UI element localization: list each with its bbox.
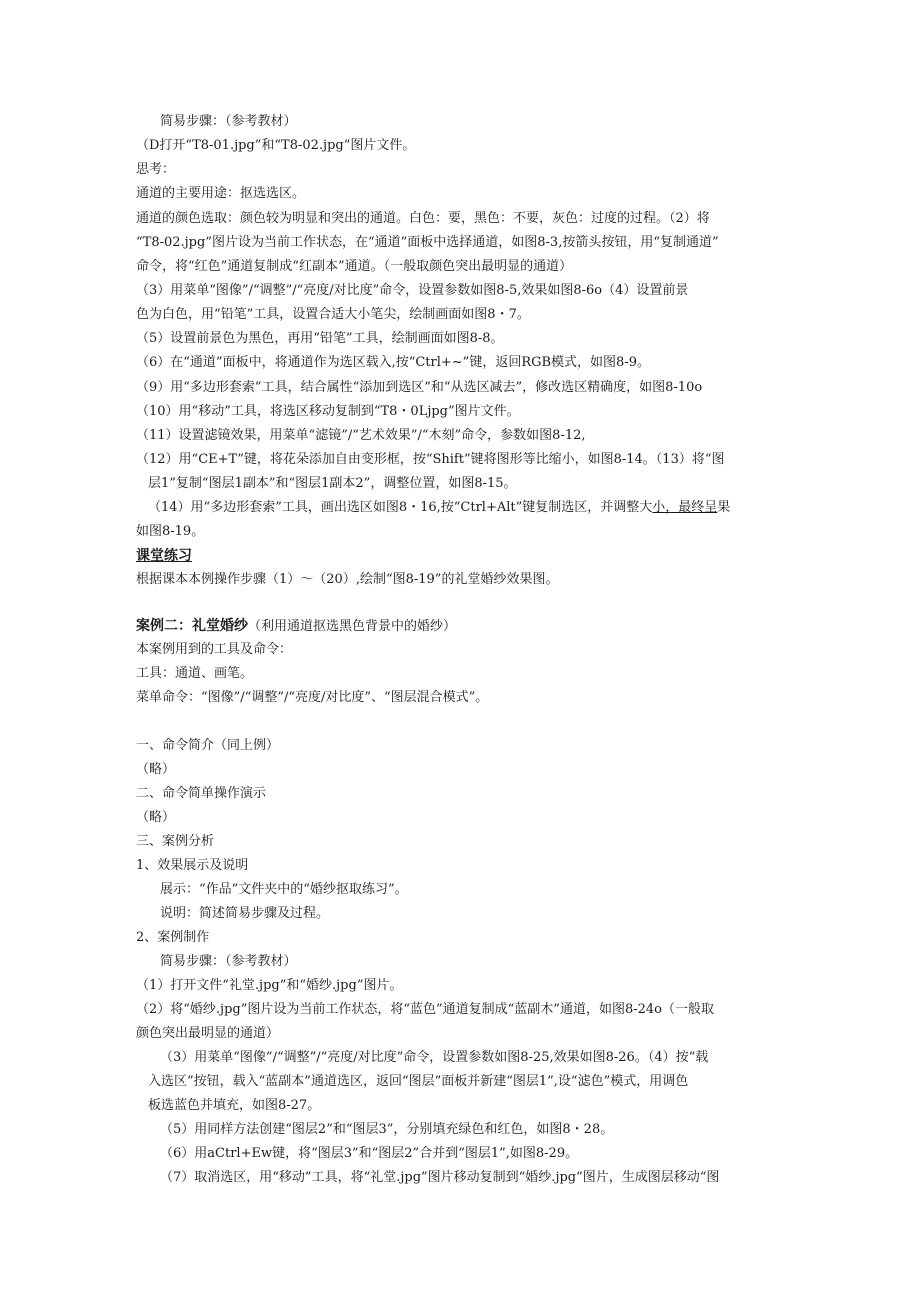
text-line: 通道的颜色选取：颜色较为明显和突出的通道。白色：要，黑色：不要，灰色：过度的过程。（2）将 [136, 211, 710, 226]
underlined-text: 小，最终呈 [652, 500, 718, 515]
text-line: 2、案例制作 [136, 930, 210, 945]
text-line: （略） [136, 762, 176, 777]
text-line: （7）取消选区，用“移动”工具，将“礼堂.jpg”图片移动复制到“婚纱.jpg”图片，生成图层移动“图 [160, 1170, 720, 1185]
text-line: 通道的主要用途：抠选选区。 [136, 186, 306, 201]
text-line: 思考： [136, 162, 176, 177]
text-line: 色为白色，用“铅笔”工具，设置合适大小笔尖，绘制画面如图8・7。 [136, 307, 530, 322]
text-line: （12）用“CE+T”键，将花朵添加自由变形框，按“Shift”键将图形等比缩小，如图8-14。（13）将“图 [136, 452, 725, 467]
text-line: （3）用菜单“图像”/“调整”/“亮度/对比度”命令，设置参数如图8-25,效果如图8-26。（4）按“载 [160, 1050, 709, 1065]
section-heading: 课堂练习 [136, 548, 192, 564]
text-line: 说明：简述简易步骤及过程。 [160, 906, 330, 921]
text-line: 展示：“作品”文件夹中的“婚纱抠取练习”。 [160, 882, 408, 897]
text-line: 简易步骤：（参考教材） [160, 114, 297, 129]
text-line: 本案例用到的工具及命令： [136, 642, 293, 657]
text-line: 菜单命令：“图像”/“调整”/“亮度/对比度”、“图层混合模式”。 [136, 690, 489, 705]
text-line: 颜色突出最明显的通道） [136, 1026, 280, 1041]
text-line: “T8-02.jpg”图片设为当前工作状态，在“通道”面板中选择通道，如图8-3,按箭头按钮，用“复制通道” [136, 235, 719, 250]
text-line: 三、案例分析 [136, 834, 215, 849]
text-line: （11）设置滤镜效果，用菜单“滤镜”/“艺术效果”/“木刻”命令，参数如图8-12, [136, 428, 586, 443]
text-line: （略） [136, 810, 176, 825]
text-line: 如图8-19。 [136, 524, 205, 539]
text-line: 二、命令简单操作演示 [136, 786, 267, 801]
text-line: 1、效果展示及说明 [136, 858, 249, 873]
text-line: 层1”复制“图层1副本”和“图层1副本2”，调整位置，如图8-15。 [148, 476, 517, 491]
text-line: （6）在“通道”面板中，将通道作为选区载入,按“Ctrl+~”键，返回RGB模式，如图8-9。 [136, 355, 650, 370]
text-line: （D打开“T8-01.jpg”和“T8-02.jpg”图片文件。 [136, 138, 416, 153]
text-line: （3）用菜单“图像”/“调整”/“亮度/对比度”命令，设置参数如图8-5,效果如图8-6o（4）设置前景 [136, 283, 689, 298]
text-line: （6）用aCtrl+Ew键，将“图层3”和“图层2”合并到“图层1”,如图8-29。 [160, 1146, 579, 1161]
text-line: （14）用“多边形套索”工具，画出选区如图8・16,按“Ctrl+Alt”键复制选区，并调整大小，最终呈果 [148, 500, 731, 515]
case-heading: 案例二：礼堂婚纱（利用通道抠选黑色背景中的婚纱） [136, 618, 457, 634]
text-line: 板选蓝色并填充，如图8-27。 [148, 1098, 321, 1113]
text-line: 命令，将“红色”通道复制成“红副本”通道。（一般取颜色突出最明显的通道） [136, 259, 573, 274]
text-line: 简易步骤：（参考教材） [160, 954, 297, 969]
text-line: （5）用同样方法创建“图层2”和“图层3”，分别填充绿色和红色，如图8・28。 [160, 1122, 614, 1137]
text-line: 工具：通道、画笔。 [136, 666, 254, 681]
text-line: （10）用“移动”工具，将选区移动复制到“T8・0Ljpg”图片文件。 [136, 404, 520, 419]
text-line: （1）打开文件“礼堂.jpg”和“婚纱.jpg”图片。 [136, 978, 403, 993]
text-line: 一、命令简介（同上例） [136, 738, 280, 753]
text-line: （5）设置前景色为黑色，再用“铅笔”工具，绘制画面如图8-8。 [136, 331, 504, 346]
text-line: （9）用“多边形套索”工具，结合属性“添加到选区”和“从选区减去”，修改选区精确度，如图8-10o [136, 380, 703, 395]
text-line: 根据课本本例操作步骤（1）～（20）,绘制“图8-19”的礼堂婚纱效果图。 [136, 572, 559, 587]
text-line: 入选区”按钮，载入“蓝副本”通道选区，返回“图层”面板并新建“图层1”,设“滤色”模式，用调色 [148, 1074, 689, 1089]
text-line: （2）将“婚纱.jpg”图片设为当前工作状态，将“蓝色”通道复制成“蓝副木”通道，如图8-24o（一般取 [136, 1002, 714, 1017]
